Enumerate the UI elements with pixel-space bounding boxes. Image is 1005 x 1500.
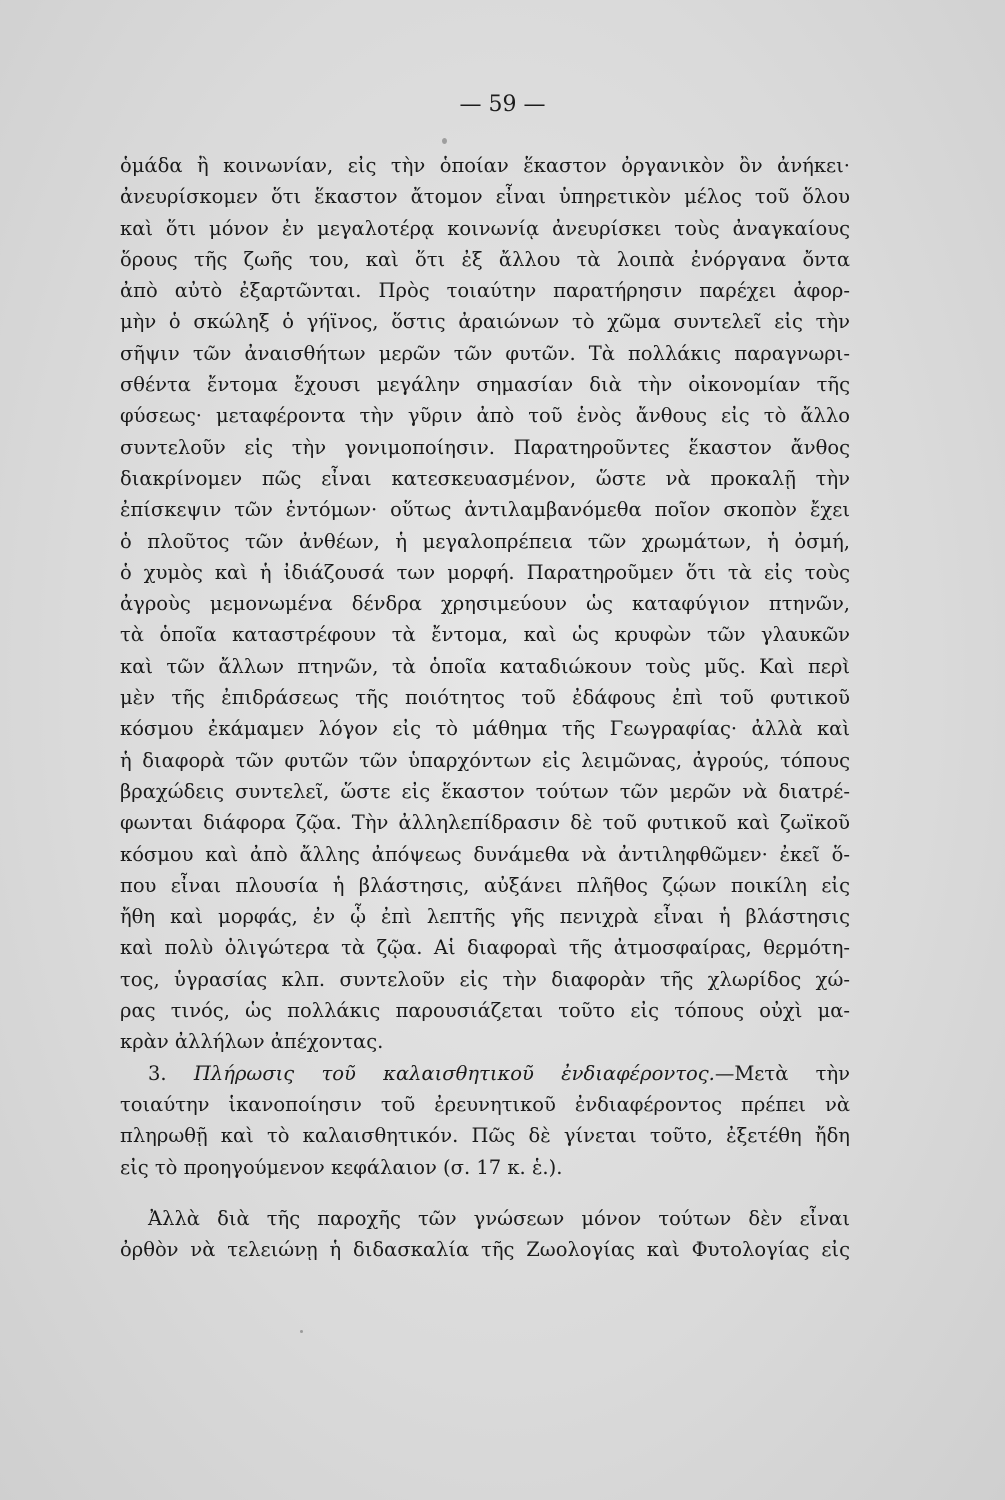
page-number: — 59 —: [459, 92, 546, 117]
section-heading: Πλήρωσις τοῦ καλαισθητικοῦ ἐνδιαφέροντος.: [193, 1061, 715, 1085]
paragraph-3: [120, 1203, 850, 1266]
text-line: μὲν τῆς ἐπιδράσεως τῆς ποιότητος τοῦ ἐδάφους ἐπὶ τοῦ φυτικοῦ: [120, 686, 850, 710]
ink-spot: [442, 138, 447, 144]
text-line: μὴν ὁ σκώληξ ὁ γήϊνος, ὅστις ἀραιώνων τὸ χῶμα συντελεῖ εἰς τὴν: [120, 310, 850, 334]
paragraph-gap: [120, 1183, 850, 1203]
text-line: τὰ ὁποῖα καταστρέφουν τὰ ἔντομα, καὶ ὡς κρυφὼν τῶν γλαυκῶν: [120, 623, 850, 647]
text-line: ἀπὸ αὐτὸ ἐξαρτῶνται. Πρὸς τοιαύτην παρατήρησιν παρέχει ἀφορ-: [120, 279, 850, 303]
text-line: καὶ τῶν ἄλλων πτηνῶν, τὰ ὁποῖα καταδιώκουν τοὺς μῦς. Καὶ περὶ: [120, 654, 850, 678]
text-line: πληρωθῇ καὶ τὸ καλαισθητικόν. Πῶς δὲ γίνεται τοῦτο, ἐξετέθη ἤδη: [120, 1124, 850, 1148]
text-line: κόσμου ἐκάμαμεν λόγον εἰς τὸ μάθημα τῆς Γεωγραφίας· ἀλλὰ καὶ: [120, 717, 850, 741]
ink-spot: [300, 1330, 303, 1333]
paragraph-2: [120, 1058, 850, 1183]
text-line: τοιαύτην ἱκανοποίησιν τοῦ ἐρευνητικοῦ ἐνδιαφέροντος πρέπει νὰ: [120, 1092, 850, 1116]
text-line: φωνται διάφορα ζῷα. Τὴν ἀλληλεπίδρασιν δὲ τοῦ φυτικοῦ καὶ ζωϊκοῦ: [120, 811, 850, 835]
text-line: ἀγροὺς μεμονωμένα δένδρα χρησιμεύουν ὡς καταφύγιον πτηνῶν,: [120, 592, 850, 616]
text-line: ἤθη καὶ μορφάς, ἐν ᾧ ἐπὶ λεπτῆς γῆς πενιχρὰ εἶναι ἡ βλάστησις: [120, 905, 850, 929]
text-line: σῆψιν τῶν ἀναισθήτων μερῶν τῶν φυτῶν. Τὰ πολλάκις παραγνωρι-: [120, 341, 850, 365]
text-line: συντελοῦν εἰς τὴν γονιμοποίησιν. Παρατηροῦντες ἕκαστον ἄνθος: [120, 435, 850, 459]
text-line: ρας τινός, ὡς πολλάκις παρουσιάζεται τοῦτο εἰς τόπους οὐχὶ μα-: [120, 999, 850, 1023]
text-line: ὅρους τῆς ζωῆς του, καὶ ὅτι ἐξ ἄλλου τὰ λοιπὰ ἐνόργανα ὄντα: [120, 247, 850, 271]
text-line: καὶ ὅτι μόνον ἐν μεγαλοτέρᾳ κοινωνίᾳ ἀνευρίσκει τοὺς ἀναγκαίους: [120, 216, 850, 240]
text-line: ὁ πλοῦτος τῶν ἀνθέων, ἡ μεγαλοπρέπεια τῶν χρωμάτων, ἡ ὀσμή,: [120, 529, 850, 553]
text-line: ὁμάδα ἢ κοινωνίαν, εἰς τὴν ὁποίαν ἕκαστον ὀργανικὸν ὂν ἀνήκει·: [120, 154, 850, 177]
section-heading-rest: —Μετὰ τὴν: [714, 1061, 850, 1085]
section-heading-line: [120, 1058, 850, 1089]
text-line: ὀρθὸν νὰ τελειώνῃ ἡ διδασκαλία τῆς Ζωολογίας καὶ Φυτολογίας εἰς: [120, 1238, 850, 1262]
text-line: που εἶναι πλουσία ἡ βλάστησις, αὐξάνει πλῆθος ζῴων ποικίλη εἰς: [120, 873, 850, 897]
section-number: 3.: [148, 1061, 167, 1085]
text-line: ὁ χυμὸς καὶ ἡ ἰδιάζουσά των μορφή. Παρατηροῦμεν ὅτι τὰ εἰς τοὺς: [120, 560, 850, 584]
paragraph-1: [120, 150, 850, 1058]
text-line: κόσμου καὶ ἀπὸ ἄλλης ἀπόψεως δυνάμεθα νὰ ἀντιληφθῶμεν· ἐκεῖ ὅ-: [120, 842, 850, 866]
text-line: φύσεως· μεταφέροντα τὴν γῦριν ἀπὸ τοῦ ἑνὸς ἄνθους εἰς τὸ ἄλλο: [120, 404, 850, 428]
text-line: εἰς τὸ προηγούμενον κεφάλαιον (σ. 17 κ. ἑ.).: [120, 1155, 563, 1179]
text-line: βραχώδεις συντελεῖ, ὥστε εἰς ἕκαστον τούτων τῶν μερῶν νὰ διατρέ-: [120, 779, 850, 803]
ink-spot: [845, 660, 848, 663]
text-line: κρὰν ἀλλήλων ἀπέχοντας.: [120, 1030, 384, 1054]
text-line: σθέντα ἔντομα ἔχουσι μεγάλην σημασίαν διὰ τὴν οἰκονομίαν τῆς: [120, 373, 850, 397]
text-line: διακρίνομεν πῶς εἶναι κατεσκευασμένον, ὥστε νὰ προκαλῇ τὴν: [120, 466, 850, 490]
text-line: ἐπίσκεψιν τῶν ἐντόμων· οὕτως ἀντιλαμβανόμεθα ποῖον σκοπὸν ἔχει: [120, 498, 850, 522]
body-text: [120, 150, 850, 1265]
text-line: ἀνευρίσκομεν ὅτι ἕκαστον ἄτομον εἶναι ὑπηρετικὸν μέλος τοῦ ὅλου: [120, 185, 850, 209]
text-line: τος, ὑγρασίας κλπ. συντελοῦν εἰς τὴν διαφορὰν τῆς χλωρίδος χώ-: [120, 967, 850, 991]
text-line: ἡ διαφορὰ τῶν φυτῶν τῶν ὑπαρχόντων εἰς λειμῶνας, ἀγρούς, τόπους: [120, 748, 850, 772]
text-line: καὶ πολὺ ὀλιγώτερα τὰ ζῷα. Αἱ διαφοραὶ τῆς ἀτμοσφαίρας, θερμότη-: [120, 936, 850, 960]
text-line: Ἀλλὰ διὰ τῆς παροχῆς τῶν γνώσεων μόνον τούτων δὲν εἶναι: [148, 1206, 850, 1230]
